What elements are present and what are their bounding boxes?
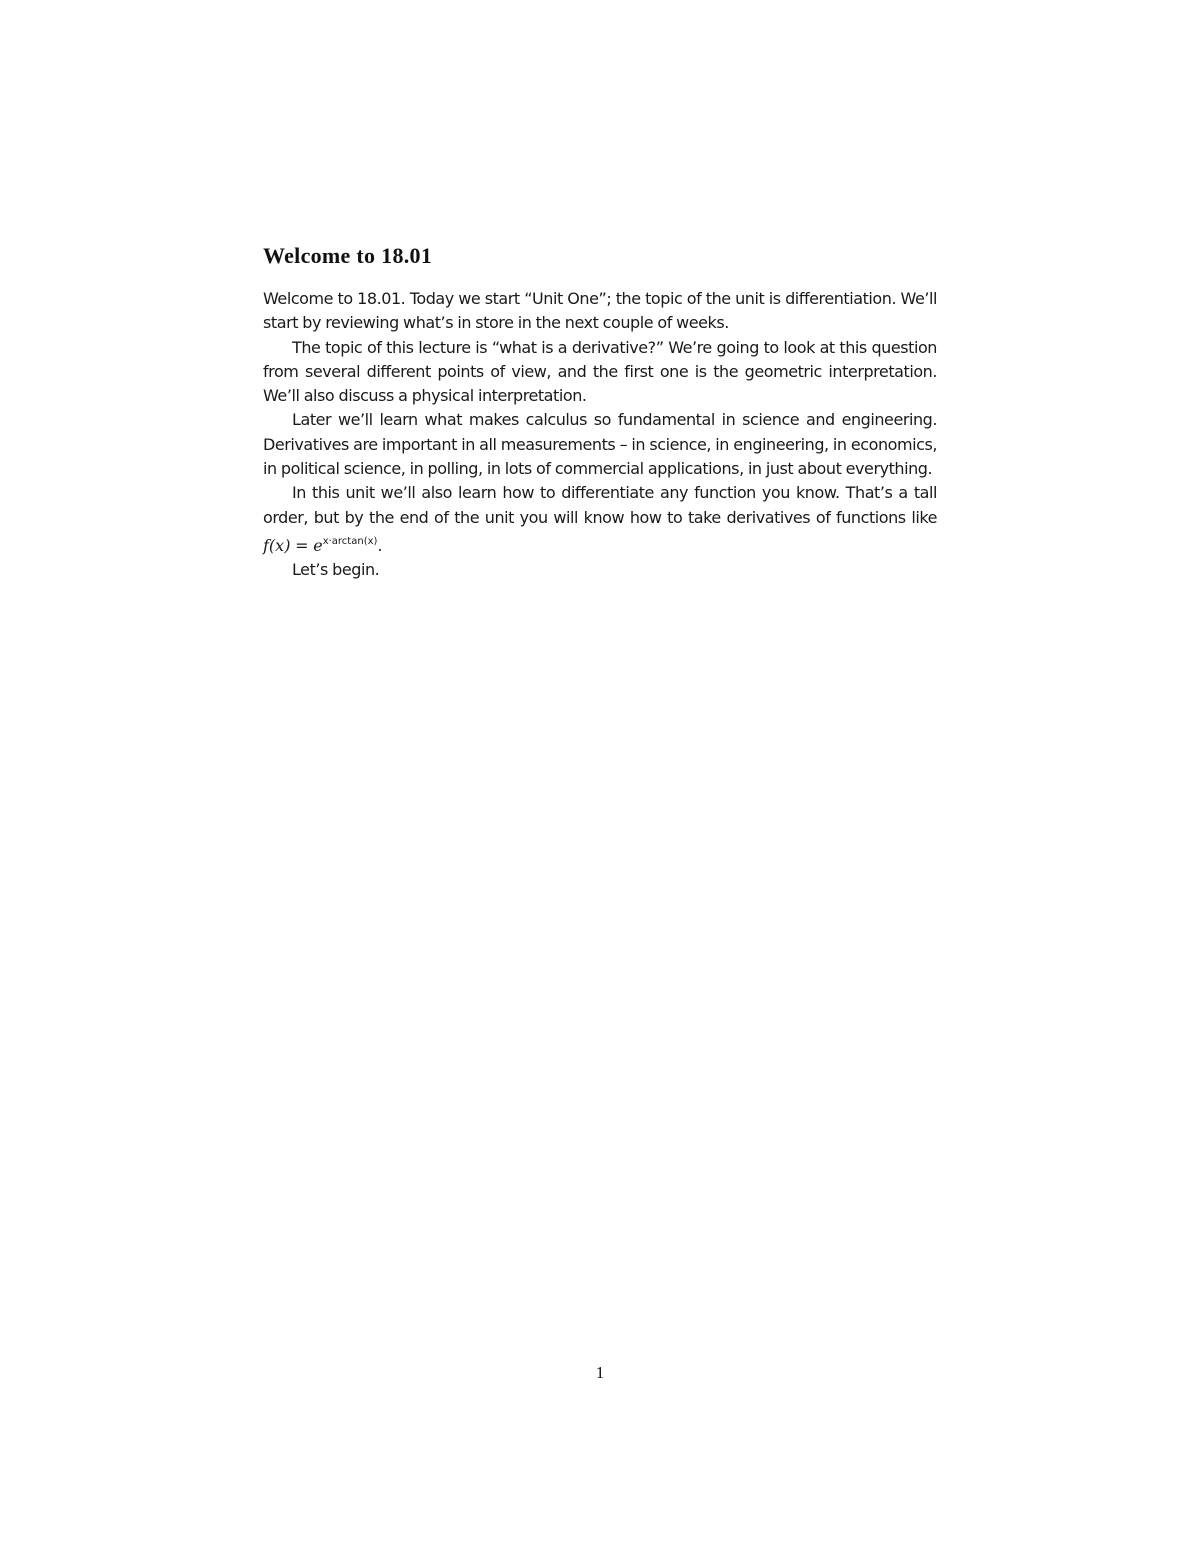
formula-equals: =: [290, 535, 314, 555]
formula-base: e: [313, 535, 323, 555]
paragraph-lecture-topic: The topic of this lecture is “what is a derivative?” We’re going to look at this question from several different points of view, and the first one is the geometric interpretation. We’ll also discuss a physical interpretation.: [263, 337, 937, 406]
paragraph-closing: Let’s begin.: [292, 560, 380, 580]
page-content: [263, 242, 937, 583]
paragraph-intro: Welcome to 18.01. Today we start “Unit One”; the topic of the unit is differentiation. We’ll start by reviewing what’s in store in the next couple of weeks.: [263, 289, 937, 333]
formula-function: f(x): [263, 535, 291, 555]
formula-exponent: x·arctan(x): [322, 535, 378, 547]
section-title: Welcome to 18.01: [263, 243, 433, 268]
paragraph-differentiation: [263, 481, 937, 558]
page-number: 1: [595, 1363, 605, 1382]
paragraph-calculus-importance: Later we’ll learn what makes calculus so fundamental in science and engineering. Derivatives are important in all measurements – in science, in engineering, in economics, in political science, in polling, in lots of commercial applications, in just about everything.: [263, 410, 937, 479]
paragraph-differentiation-end: .: [377, 535, 383, 555]
paragraph-differentiation-text: In this unit we’ll also learn how to differentiate any function you know. That’s a tall order, but by the end of the unit you will know how to take derivatives of functions like: [263, 483, 937, 527]
